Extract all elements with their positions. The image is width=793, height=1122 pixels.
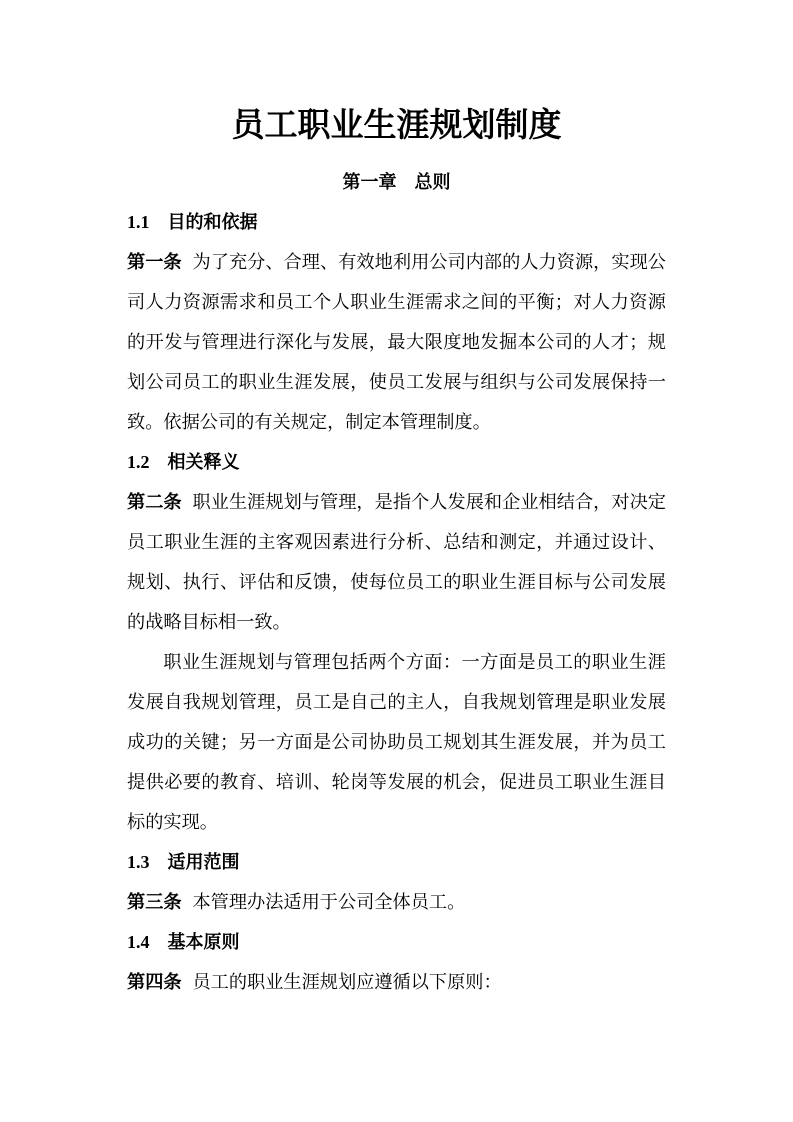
article-2-paragraph-2 bbox=[127, 642, 666, 842]
section-heading-1-4: 1.4 基本原则 bbox=[127, 932, 240, 952]
article-3-paragraph bbox=[127, 882, 666, 922]
article-2-text: 职业生涯规划与管理，是指个人发展和企业相结合，对决定员工职业生涯的主客观因素进行分析、总结和测定，并通过设计、规划、执行、评估和反馈，使每位员工的职业生涯目标与公司发展的战略目标相一致。 bbox=[127, 492, 666, 632]
article-1-paragraph bbox=[127, 242, 666, 442]
article-2-paragraph bbox=[127, 482, 666, 642]
article-4-paragraph bbox=[127, 962, 666, 1002]
section-heading-1-1: 1.1 目的和依据 bbox=[127, 212, 258, 232]
chapter-heading: 第一章 总则 bbox=[342, 172, 451, 192]
section-heading-1-3: 1.3 适用范围 bbox=[127, 852, 240, 872]
article-4-text: 员工的职业生涯规划应遵循以下原则： bbox=[192, 972, 502, 992]
section-heading-1-2: 1.2 相关释义 bbox=[127, 452, 240, 472]
document-title: 员工职业生涯规划制度 bbox=[231, 108, 562, 144]
article-2-label: 第二条 bbox=[127, 492, 182, 512]
document-page bbox=[127, 0, 666, 1002]
article-3-label: 第三条 bbox=[127, 892, 182, 912]
article-1-label: 第一条 bbox=[127, 252, 182, 272]
article-4-label: 第四条 bbox=[127, 972, 182, 992]
article-2-text-2: 职业生涯规划与管理包括两个方面：一方面是员工的职业生涯发展自我规划管理，员工是自己的主人，自我规划管理是职业发展成功的关键；另一方面是公司协助员工规划其生涯发展，并为员工提供必要的教育、培训、轮岗等发展的机会，促进员工职业生涯目标的实现。 bbox=[127, 652, 666, 832]
article-3-text: 本管理办法适用于公司全体员工。 bbox=[192, 892, 466, 912]
article-1-text: 为了充分、合理、有效地利用公司内部的人力资源，实现公司人力资源需求和员工个人职业生涯需求之间的平衡；对人力资源的开发与管理进行深化与发展，最大限度地发掘本公司的人才；规划公司员工的职业生涯发展，使员工发展与组织与公司发展保持一致。依据公司的有关规定，制定本管理制度。 bbox=[127, 252, 666, 432]
